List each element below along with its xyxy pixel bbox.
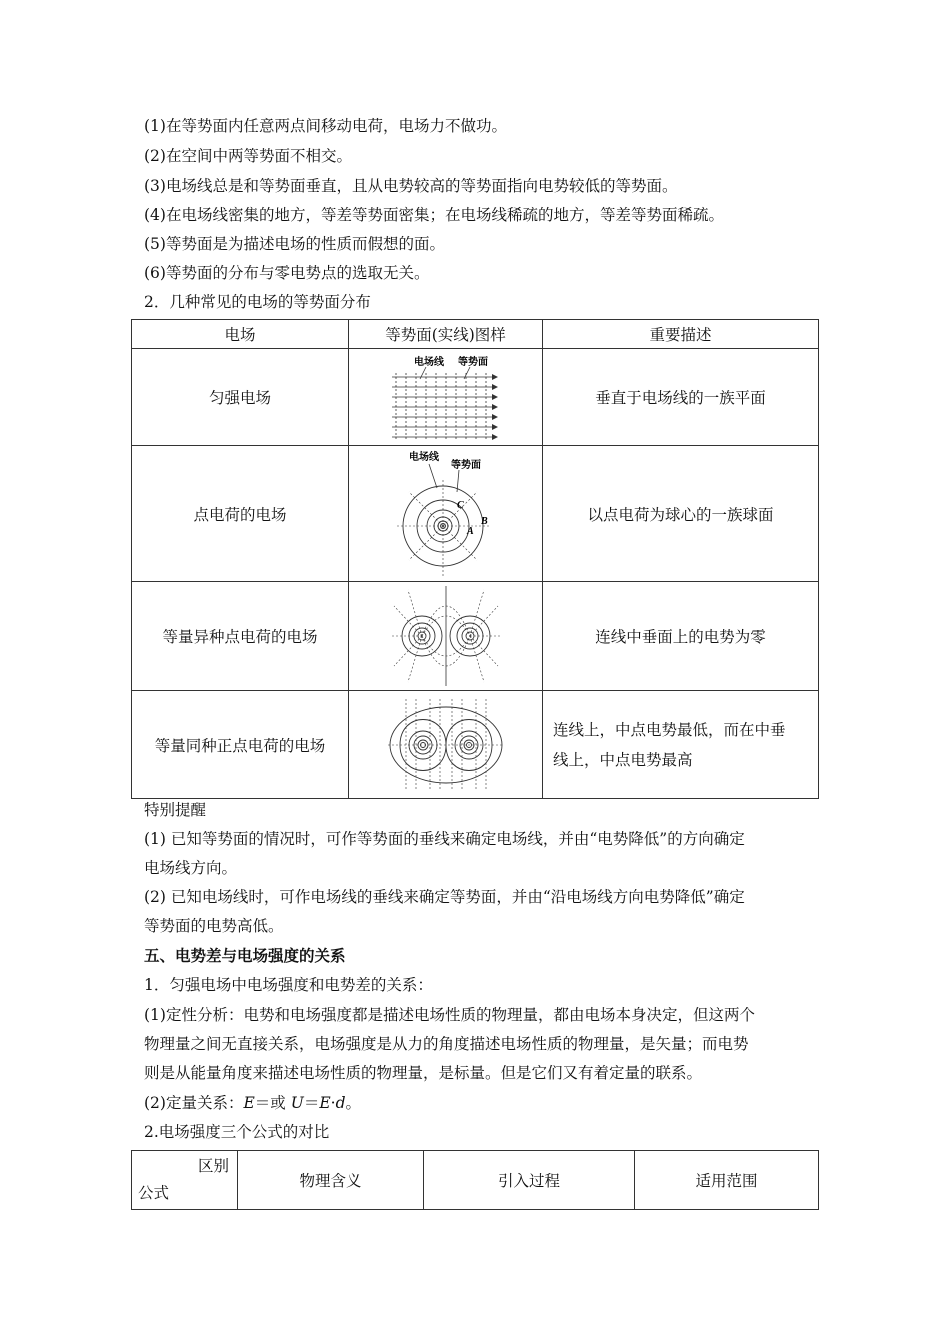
section-5-item-2: 2.电场强度三个公式的对比 xyxy=(144,1123,330,1141)
like-charges-figure xyxy=(349,691,543,799)
table-row xyxy=(132,446,819,582)
fig-label-equipotential: 等势面 xyxy=(457,357,488,368)
point-charge-diagram xyxy=(391,448,501,580)
quant-prefix: (2)定量关系： xyxy=(144,1094,244,1112)
header-derivation: 引入过程 xyxy=(424,1151,635,1210)
field-name: 等量异种点电荷的电场 xyxy=(132,582,349,691)
desc-line: 连线上，中点电势最低，而在中垂 xyxy=(553,720,786,739)
fig-label-equipotential: 等势面 xyxy=(450,459,481,471)
s5-paragraph-line: 物理量之间无直接关系，电场强度是从力的角度描述电场性质的物理量，是矢量；而电势 xyxy=(144,1035,749,1053)
quantitative-relation xyxy=(144,1093,361,1113)
like-charges-diagram xyxy=(386,697,506,793)
field-desc: 垂直于电场线的一族平面 xyxy=(543,349,819,446)
uniform-field-figure xyxy=(349,349,543,446)
corner-bottom-label: 公式 xyxy=(138,1184,170,1202)
formula-e: E xyxy=(243,1094,255,1112)
field-desc: 连线中垂面上的电势为零 xyxy=(543,582,819,691)
section-5-item-1: 1．匀强电场中电场强度和电势差的关系： xyxy=(144,976,433,994)
header-physical-meaning: 物理含义 xyxy=(238,1151,424,1210)
formula-eq-or: ＝或 xyxy=(254,1094,291,1112)
property-4: (4)在电场线密集的地方，等差等势面密集；在电场线稀疏的地方，等差等势面稀疏。 xyxy=(144,206,724,224)
fig-label-c: C xyxy=(456,499,464,511)
special-line: (1) 已知等势面的情况时，可作等势面的垂线来确定电场线，并由“电势降低”的方向确定 xyxy=(144,830,745,848)
property-5: (5)等势面是为描述电场的性质而假想的面。 xyxy=(144,235,445,253)
desc-line: 线上，中点电势最高 xyxy=(553,750,693,769)
header-desc: 重要描述 xyxy=(543,320,819,349)
formula-u: U xyxy=(290,1094,304,1112)
formula-d: d xyxy=(335,1094,346,1112)
table-row xyxy=(132,691,819,799)
field-name: 点电荷的电场 xyxy=(132,446,349,582)
corner-cell xyxy=(132,1151,238,1210)
property-3: (3)电场线总是和等势面垂直，且从电势较高的等势面指向电势较低的等势面。 xyxy=(144,177,678,195)
equipotential-table xyxy=(131,319,819,799)
property-2: (2)在空间中两等势面不相交。 xyxy=(144,147,352,165)
point-charge-figure xyxy=(349,446,543,582)
table-row xyxy=(132,349,819,446)
fig-label-field-line: 电场线 xyxy=(413,357,444,368)
field-desc xyxy=(543,691,819,799)
header-field: 电场 xyxy=(132,320,349,349)
field-desc: 以点电荷为球心的一族球面 xyxy=(543,446,819,582)
fig-label-a: A xyxy=(466,525,474,537)
formula-e2: E xyxy=(319,1094,331,1112)
fig-label-b: B xyxy=(480,515,488,527)
s5-paragraph-line: 则是从能量角度来描述电场性质的物理量，是标量。但是它们又有着定量的联系。 xyxy=(144,1064,703,1082)
fig-label-field-line: 电场线 xyxy=(408,451,439,463)
opposite-charges-figure xyxy=(349,582,543,691)
field-name: 等量同种正点电荷的电场 xyxy=(132,691,349,799)
section-2-title: 2．几种常见的电场的等势面分布 xyxy=(144,293,371,311)
section-5-title: 五、电势差与电场强度的关系 xyxy=(144,946,346,965)
header-figure: 等势面(实线)图样 xyxy=(349,320,543,349)
field-name: 匀强电场 xyxy=(132,349,349,446)
uniform-field-diagram xyxy=(386,351,506,443)
special-line: 电场线方向。 xyxy=(144,859,238,877)
s5-paragraph-line: (1)定性分析：电势和电场强度都是描述电场性质的物理量，都由电场本身决定，但这两个 xyxy=(144,1006,755,1024)
special-line: 等势面的电势高低。 xyxy=(144,917,284,935)
corner-top-label: 区别 xyxy=(197,1157,229,1175)
formula-comparison-table xyxy=(131,1150,819,1210)
header-applicable-range: 适用范围 xyxy=(635,1151,819,1210)
special-title: 特别提醒 xyxy=(144,801,207,819)
special-line: (2) 已知电场线时，可作电场线的垂线来确定等势面，并由“沿电场线方向电势降低”确定 xyxy=(144,888,745,906)
opposite-charges-diagram xyxy=(386,586,506,686)
table-row xyxy=(132,582,819,691)
property-6: (6)等势面的分布与零电势点的选取无关。 xyxy=(144,264,430,282)
formula-dot: · xyxy=(330,1094,336,1112)
formula-end: 。 xyxy=(345,1094,362,1112)
formula-eq: ＝ xyxy=(303,1094,320,1112)
property-1: (1)在等势面内任意两点间移动电荷，电场力不做功。 xyxy=(144,117,507,135)
